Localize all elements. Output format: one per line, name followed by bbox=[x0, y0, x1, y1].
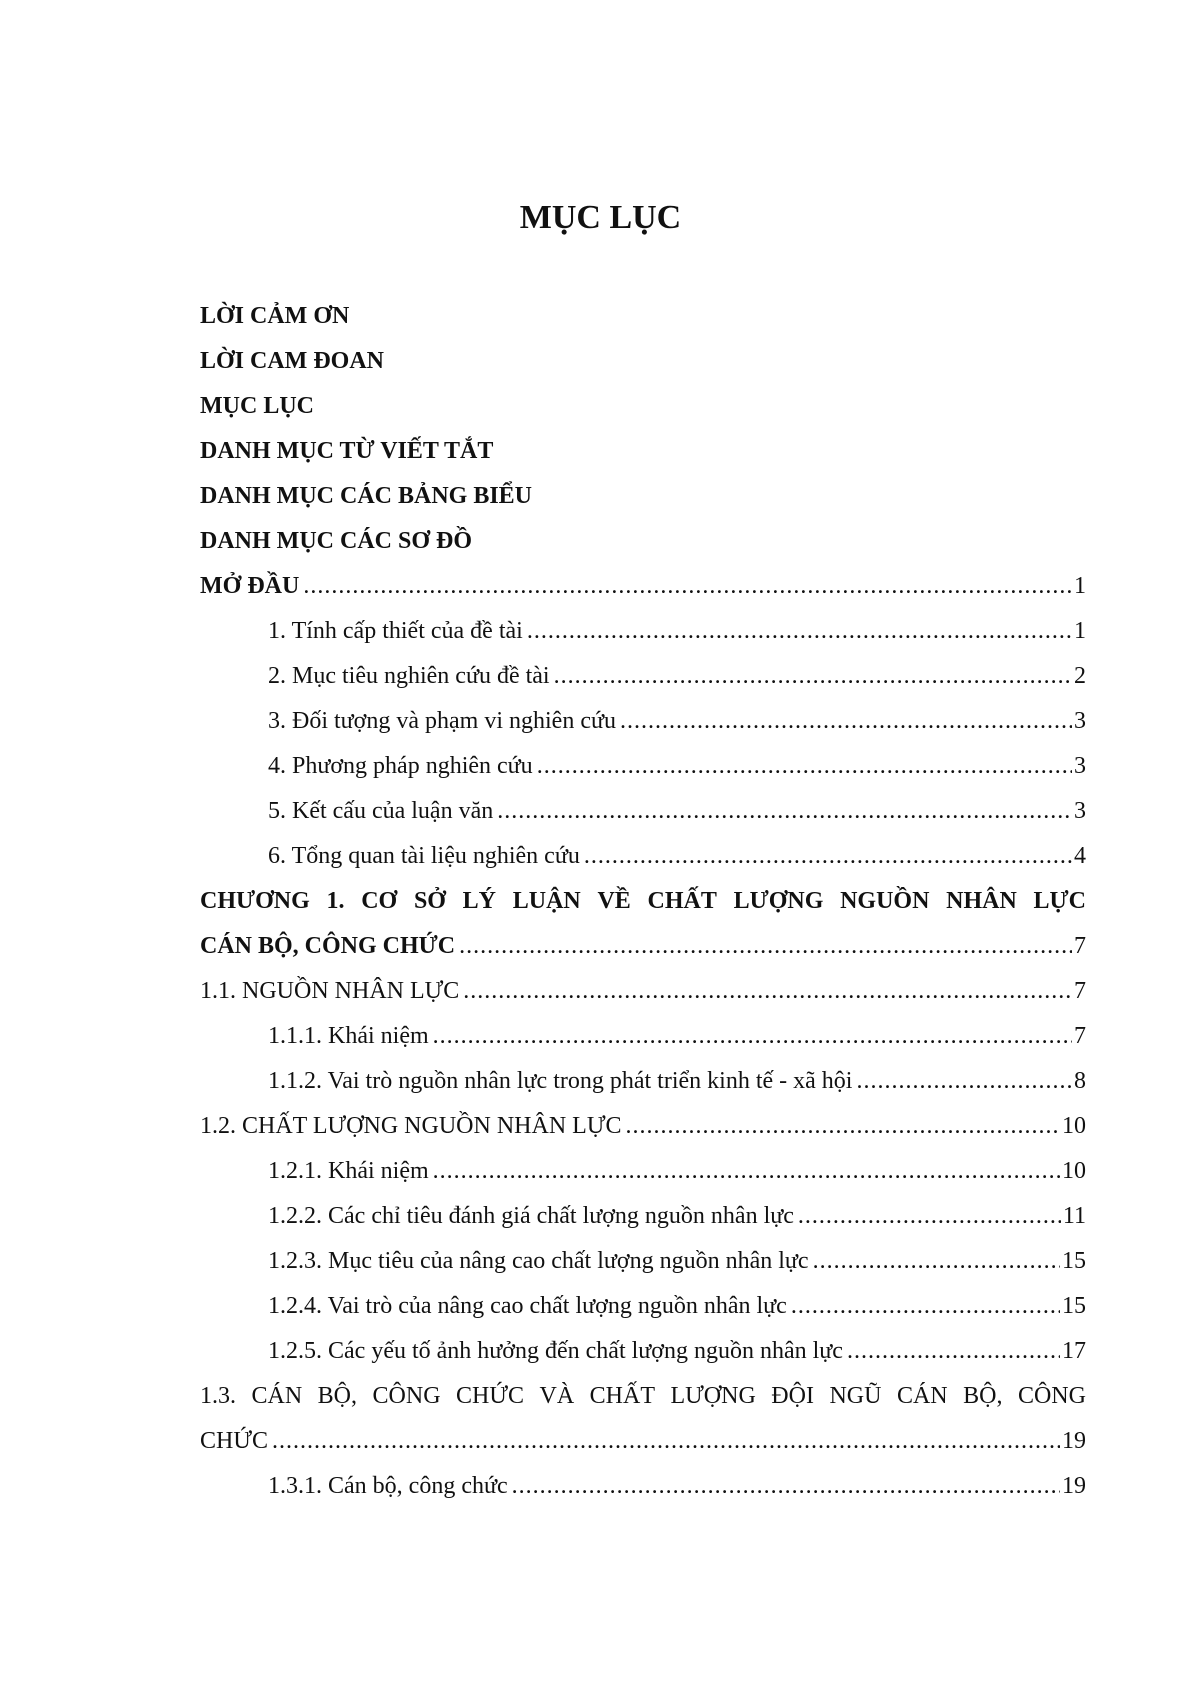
toc-leader-dots bbox=[303, 564, 1072, 609]
toc-entry-front-matter: DANH MỤC TỪ VIẾT TẮT bbox=[200, 438, 494, 464]
toc-chapter-heading-line2: CÁN BỘ, CÔNG CHỨC ..... 7 bbox=[200, 924, 1086, 969]
table-of-contents bbox=[200, 294, 1086, 1509]
toc-section-entry: 1.1. NGUỒN NHÂN LỰC ..... 7 bbox=[200, 969, 1086, 1014]
toc-entry: 4. Phương pháp nghiên cứu ..... 3 bbox=[200, 744, 1086, 789]
toc-entry-mo-dau bbox=[200, 564, 1086, 609]
toc-entry-front-matter: LỜI CAM ĐOAN bbox=[200, 348, 384, 374]
toc-entry-front-matter: DANH MỤC CÁC BẢNG BIỂU bbox=[200, 483, 533, 509]
toc-entry: 1.2.1. Khái niệm ..... 10 bbox=[200, 1149, 1086, 1194]
toc-entry-front-matter: MỤC LỤC bbox=[200, 393, 314, 419]
toc-entry: 2. Mục tiêu nghiên cứu đề tài ..... 2 bbox=[200, 654, 1086, 699]
toc-entry: 1.2.4. Vai trò của nâng cao chất lượng nguồn nhân lực ..... 15 bbox=[200, 1284, 1086, 1329]
toc-section-heading-line2: CHỨC ..... 19 bbox=[200, 1419, 1086, 1464]
toc-section-entry: 1.2. CHẤT LƯỢNG NGUỒN NHÂN LỰC ..... 10 bbox=[200, 1104, 1086, 1149]
toc-entry: 1.2.2. Các chỉ tiêu đánh giá chất lượng nguồn nhân lực ..... 11 bbox=[200, 1194, 1086, 1239]
toc-entry: 1.1.1. Khái niệm ..... 7 bbox=[200, 1014, 1086, 1059]
page-title: MỤC LỤC bbox=[519, 199, 682, 236]
toc-entry-front-matter: LỜI CẢM ƠN bbox=[200, 303, 350, 329]
toc-entry: 1.2.3. Mục tiêu của nâng cao chất lượng nguồn nhân lực ..... 15 bbox=[200, 1239, 1086, 1284]
toc-entry: 1.2.5. Các yếu tố ảnh hưởng đến chất lượng nguồn nhân lực ..... 17 bbox=[200, 1329, 1086, 1374]
toc-entry: 5. Kết cấu của luận văn ..... 3 bbox=[200, 789, 1086, 834]
toc-entry-front-matter: DANH MỤC CÁC SƠ ĐỒ bbox=[200, 528, 472, 554]
toc-entry: 6. Tổng quan tài liệu nghiên cứu ..... 4 bbox=[200, 834, 1086, 879]
toc-chapter-heading-line1: CHƯƠNG 1. CƠ SỞ LÝ LUẬN VỀ CHẤT LƯỢNG NGUỒN NHÂN LỰC bbox=[200, 888, 1086, 914]
toc-entry: 3. Đối tượng và phạm vi nghiên cứu ..... 3 bbox=[200, 699, 1086, 744]
toc-page-number: 1 bbox=[1074, 573, 1086, 599]
toc-entry: 1. Tính cấp thiết của đề tài ..... 1 bbox=[200, 609, 1086, 654]
toc-entry: 1.3.1. Cán bộ, công chức ..... 19 bbox=[200, 1464, 1086, 1509]
toc-section-heading-line1: 1.3. CÁN BỘ, CÔNG CHỨC VÀ CHẤT LƯỢNG ĐỘI NGŨ CÁN BỘ, CÔNG bbox=[200, 1383, 1086, 1409]
toc-entry: 1.1.2. Vai trò nguồn nhân lực trong phát triển kinh tế - xã hội ..... 8 bbox=[200, 1059, 1086, 1104]
toc-entry-text: MỞ ĐẦU bbox=[200, 573, 300, 599]
